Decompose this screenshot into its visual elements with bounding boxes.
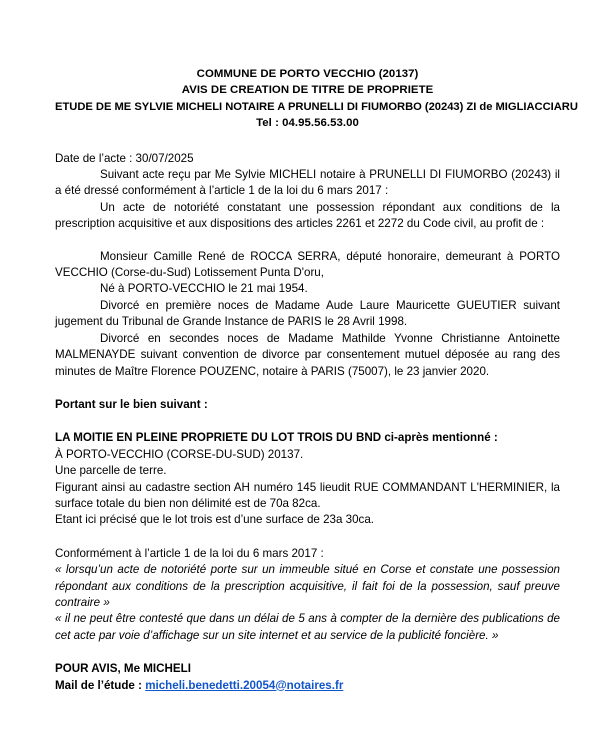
- bien-lot-surface-line: Etant ici précisé que le lot trois est d’une surface de 23a 30ca.: [55, 513, 375, 527]
- mail-etude-link[interactable]: micheli.benedetti.20054@notaires.fr: [145, 678, 344, 692]
- mail-etude-line: [55, 678, 560, 694]
- spacer: [55, 644, 560, 661]
- header-avis-line: AVIS DE CREATION DE TITRE DE PROPRIETE: [181, 84, 434, 97]
- bien-nature-line: Une parcelle de terre.: [55, 464, 167, 478]
- spacer: [55, 413, 560, 430]
- document-header: [55, 66, 578, 132]
- legal-quote-first: « lorsqu’un acte de notoriété porte sur un immeuble situé en Corse et constate une possession répondant aux conditions de la prescription acquisitive, il fait foi de la possession, sauf preuve contraire »: [55, 563, 560, 609]
- header-etude-line: ETUDE DE ME SYLVIE MICHELI NOTAIRE A PRUNELLI DI FIUMORBO (20243) ZI de MIGLIACCIARU: [55, 100, 578, 113]
- header-telephone-line: Tel : 04.95.56.53.00: [256, 117, 359, 130]
- header-commune-line: COMMUNE DE PORTO VECCHIO (20137): [196, 68, 419, 80]
- paragraph-premier-divorce: Divorcé en première noces de Madame Aude Laure Mauricette GUEUTIER suivant jugement du Tribunal de Grande Instance de PARIS le 28 Avril 1998.: [55, 298, 560, 329]
- paragraph-suivant-acte: Suivant acte reçu par Me Sylvie MICHELI notaire à PRUNELLI DI FIUMORBO (20243) il a été dressé conformément à l’article 1 de la loi du 6 mars 2017 :: [55, 168, 560, 198]
- pour-avis-signature: POUR AVIS, Me MICHELI: [55, 662, 191, 676]
- spacer: [55, 233, 560, 249]
- paragraph-naissance: Né à PORTO-VECCHIO le 21 mai 1954.: [100, 282, 308, 296]
- bien-cadastre-line: Figurant ainsi au cadastre section AH numéro 145 lieudit RUE COMMANDANT L'HERMINIER, la surface totale du bien non délimité est de 70a 82ca.: [55, 480, 560, 510]
- paragraph-acte-notoriete: Un acte de notoriété constatant une possession répondant aux conditions de la prescription acquisitive et aux dispositions des articles 2261 et 2272 du Code civil, au profit de :: [55, 200, 560, 231]
- acte-date-line: Date de l’acte : 30/07/2025: [55, 151, 194, 165]
- mail-etude-label: Mail de l’étude :: [55, 678, 146, 692]
- bien-designation-title: LA MOITIE EN PLEINE PROPRIETE DU LOT TROIS DU BND ci-après mentionné :: [55, 431, 498, 445]
- spacer: [55, 380, 560, 397]
- document-body: [55, 151, 560, 694]
- legal-quote-second: « il ne peut être contesté que dans un délai de 5 ans à compter de la dernière des publications de cet acte par voie d’affichage sur un site internet et au service de la publicité foncière. »: [55, 612, 560, 642]
- paragraph-second-divorce: Divorcé en secondes noces de Madame Mathilde Yvonne Christianne Antoinette MALMENAYDE suivant convention de divorce par consentement mutuel déposée au rang des minutes de Maître Florence POUZENC, notaire à PARIS (75007), le 23 janvier 2020.: [55, 331, 560, 378]
- paragraph-identite-beneficiaire: Monsieur Camille René de ROCCA SERRA, député honoraire, demeurant à PORTO VECCHIO (Corse-du-Sud) Lotissement Punta D'oru,: [55, 249, 560, 280]
- heading-portant-sur-le-bien: Portant sur le bien suivant :: [55, 397, 208, 411]
- heading-conformement-article: Conformément à l’article 1 de la loi du 6 mars 2017 :: [55, 546, 324, 560]
- spacer: [55, 529, 560, 546]
- bien-commune-line: À PORTO-VECCHIO (CORSE-DU-SUD) 20137.: [55, 447, 304, 461]
